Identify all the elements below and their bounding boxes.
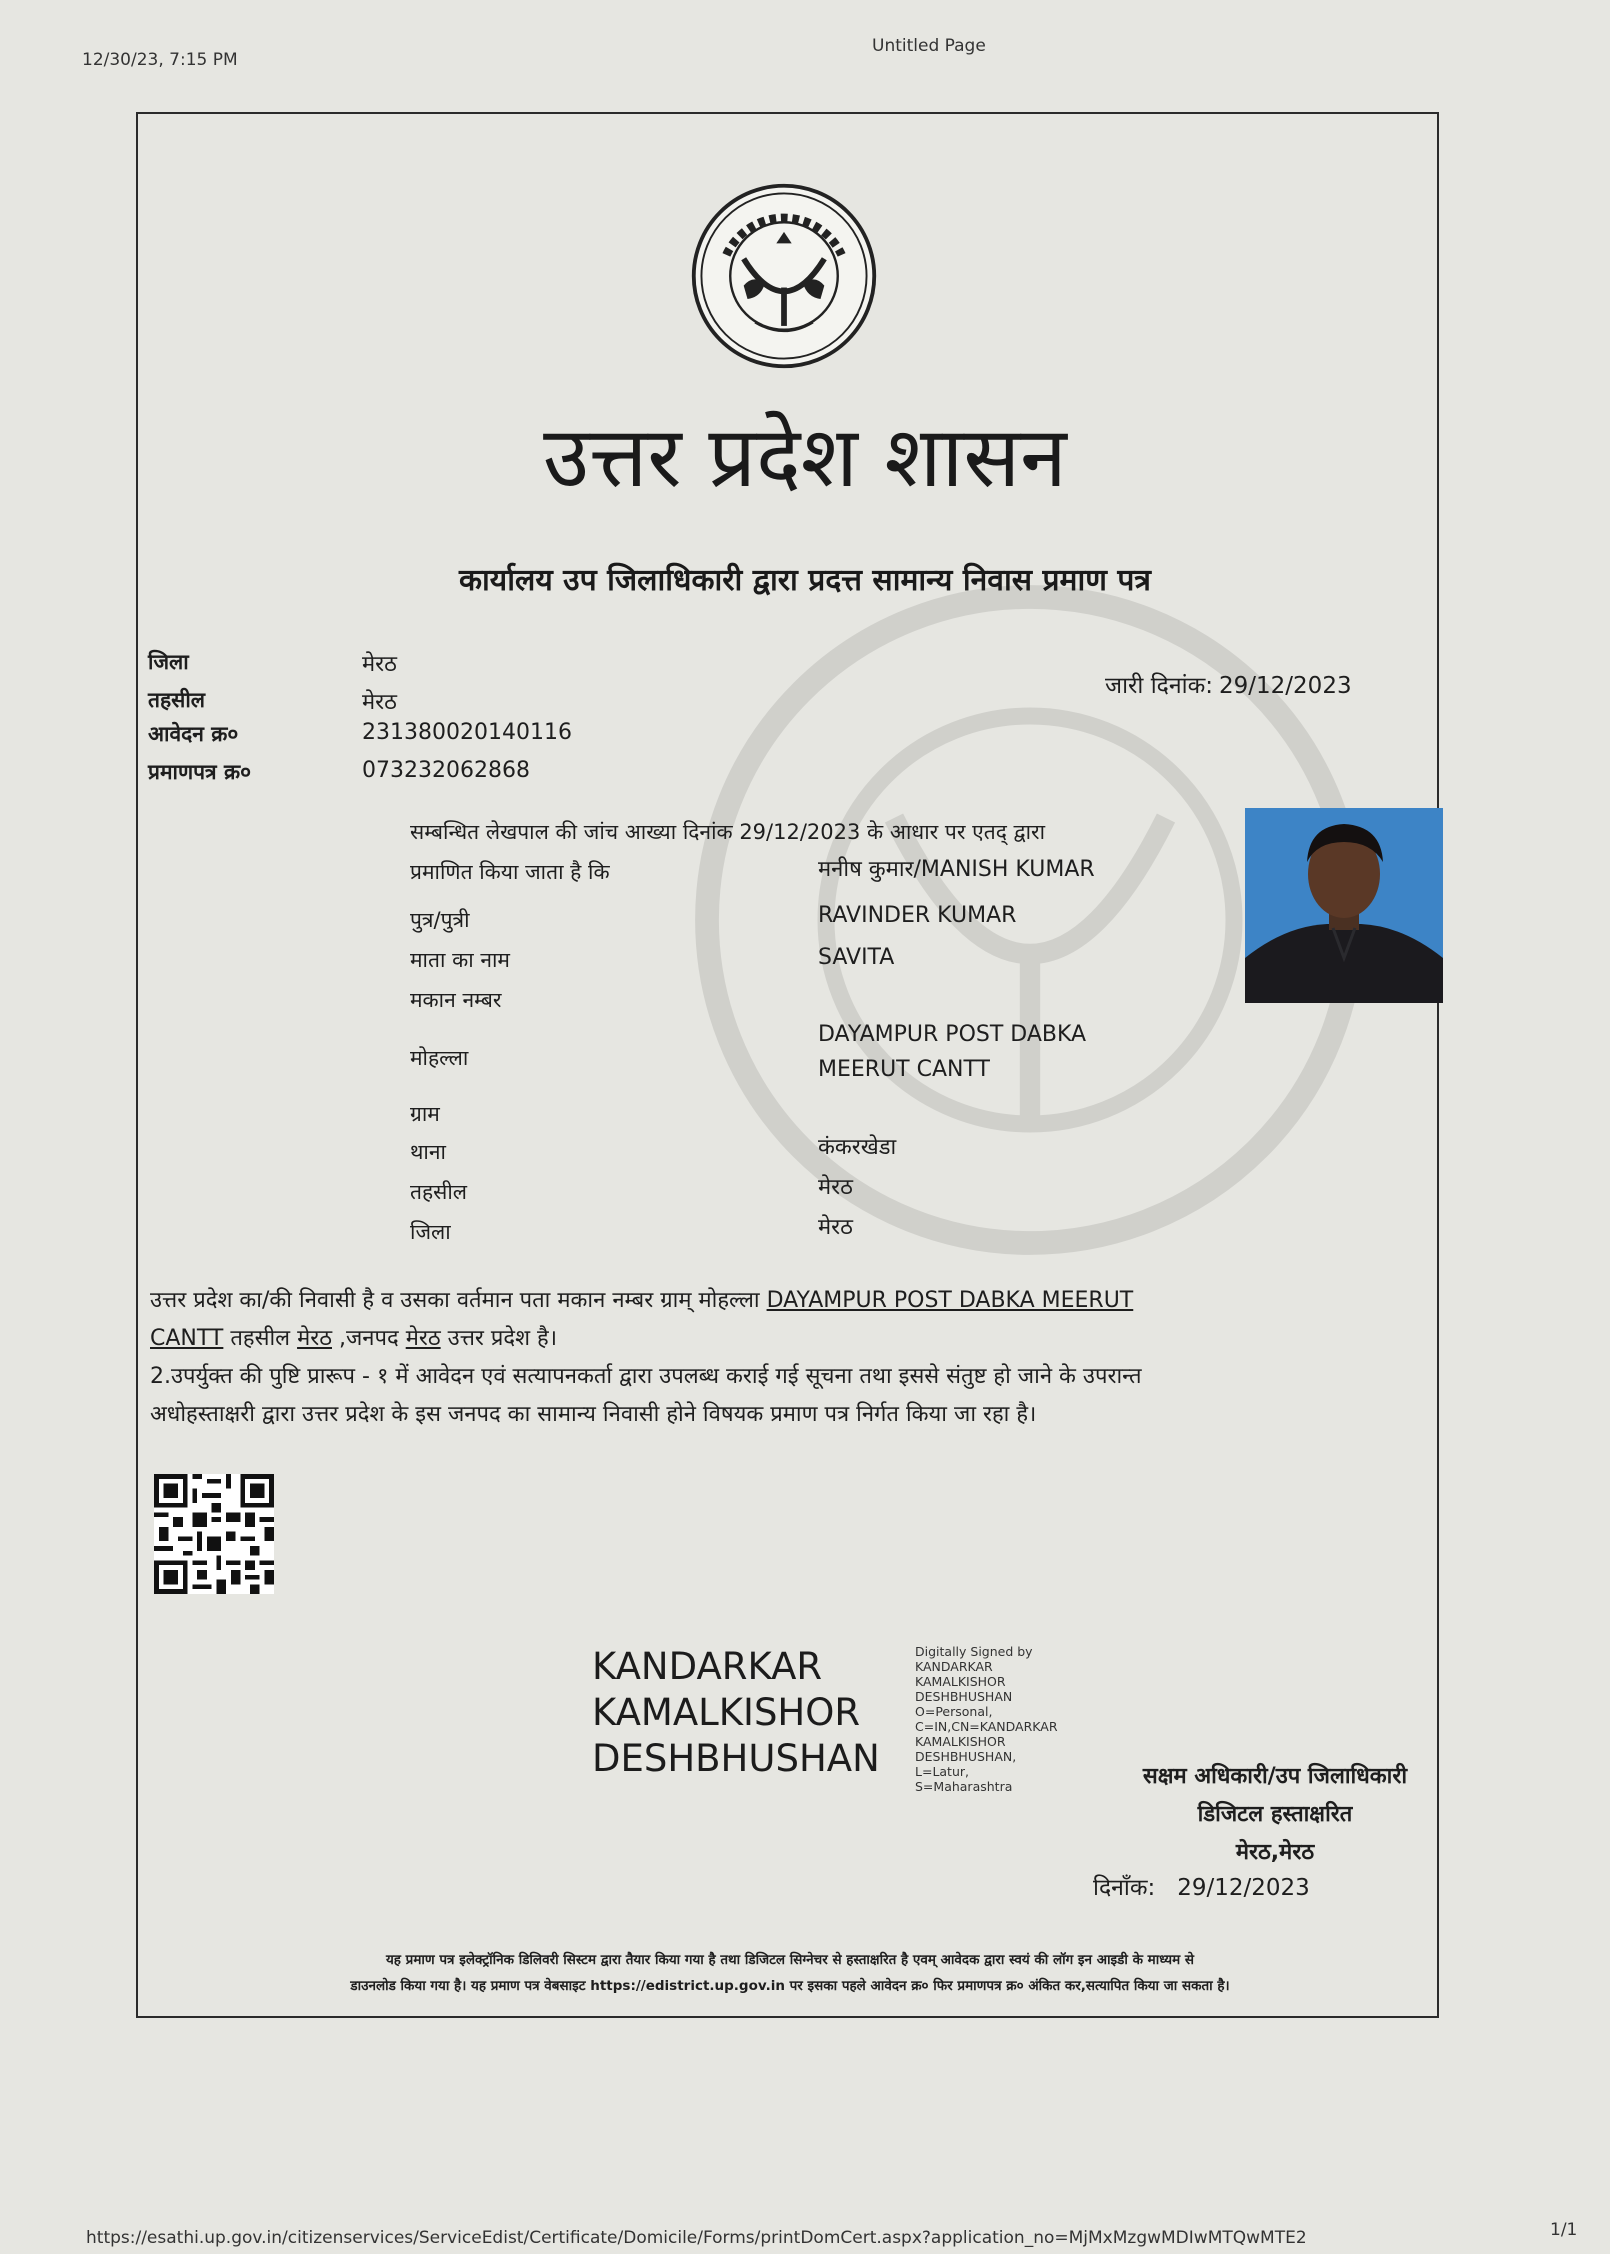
digital-sig-line: C=IN,CN=KANDARKAR <box>915 1719 1058 1734</box>
print-page-title: Untitled Page <box>872 36 986 56</box>
qr-code-icon <box>154 1474 274 1594</box>
digital-sig-line: DESHBHUSHAN <box>915 1689 1013 1704</box>
residence-text-4: उत्तर प्रदेश है। <box>440 1326 558 1351</box>
digital-sig-line: O=Personal, <box>915 1704 993 1719</box>
meta-value-application-no: 231380020140116 <box>362 720 572 745</box>
father-name: RAVINDER KUMAR <box>818 903 1017 928</box>
certificate-title: उत्तर प्रदेश शासन <box>543 408 1067 506</box>
thana-value: कंकरखेडा <box>818 1135 897 1160</box>
digitally-signed-text: डिजिटल हस्ताक्षरित <box>1197 1802 1353 1827</box>
digital-sig-line: S=Maharashtra <box>915 1779 1013 1794</box>
meta-value-district: मेरठ <box>362 652 397 677</box>
residence-text-3: ,जनपद <box>332 1326 406 1351</box>
digital-sig-line: KANDARKAR <box>915 1659 993 1674</box>
certificate-subtitle: कार्यालय उप जिलाधिकारी द्वारा प्रदत्त सामान्य निवास प्रमाण पत्र <box>459 563 1151 598</box>
digital-sig-line: DESHBHUSHAN, <box>915 1749 1017 1764</box>
verification-line-2: अधोहस्ताक्षरी द्वारा उत्तर प्रदेश के इस जनपद का सामान्य निवासी होने विषयक प्रमाण पत्र निर्गत किया जा रहा है। <box>150 1402 1037 1427</box>
district-underlined: मेरठ <box>405 1326 441 1351</box>
up-government-emblem-icon <box>688 180 880 372</box>
intro-text: सम्बन्धित लेखपाल की जांच आख्या दिनांक 29/12/2023 के आधार पर एतद् द्वारा <box>410 820 1046 844</box>
digital-sig-line: L=Latur, <box>915 1764 969 1779</box>
village-label: ग्राम <box>410 1102 440 1126</box>
print-url: https://esathi.up.gov.in/citizenservices/ServiceEdist/Certificate/Domicile/Forms/printDomCert.aspx?application_no=MjMxMzgwMDIwMTQwMTE2 <box>86 2228 1307 2248</box>
signature-date <box>1093 1870 1310 1902</box>
mother-name: SAVITA <box>818 945 895 970</box>
footer-note-line-1: यह प्रमाण पत्र इलेक्ट्रॉनिक डिलिवरी सिस्टम द्वारा तैयार किया गया है तथा डिजिटल सिग्नेचर से हस्ताक्षरित है एवम् आवेदक द्वारा स्वयं की लॉग इन आइडी के माध्यम से <box>385 1952 1195 1968</box>
tehsil-underlined: मेरठ <box>297 1326 332 1351</box>
issue-date-value: 29/12/2023 <box>1219 673 1352 699</box>
signature-date-value: 29/12/2023 <box>1177 1875 1310 1901</box>
signatory-name-line-1: KANDARKAR <box>592 1645 823 1688</box>
applicant-photo <box>1245 808 1443 1003</box>
mohalla-value-line2: MEERUT CANTT <box>818 1057 990 1082</box>
meta-value-tehsil: मेरठ <box>362 690 397 715</box>
footer-note-line-2: डाउनलोड किया गया है। यह प्रमाण पत्र वेबसाइट https://edistrict.up.gov.in पर इसका पहले आवेदन क्र० फिर प्रमाणपत्र क्र० अंकित कर,सत्यापित किया जा सकता है। <box>350 1978 1230 1994</box>
digital-signature-details <box>915 1644 1120 1794</box>
mohalla-value-line1: DAYAMPUR POST DABKA <box>818 1022 1087 1047</box>
tehsil-label: तहसील <box>410 1180 467 1204</box>
mohalla-label: मोहल्ला <box>410 1046 469 1070</box>
digital-sig-line: KAMALKISHOR <box>915 1674 1006 1689</box>
print-datetime: 12/30/23, 7:15 PM <box>82 50 238 70</box>
digital-sig-line: Digitally Signed by <box>915 1644 1033 1659</box>
mother-name-label: माता का नाम <box>410 948 510 972</box>
signing-location: मेरठ,मेरठ <box>1235 1840 1315 1865</box>
meta-label-tehsil: तहसील <box>148 688 205 712</box>
residence-text-2: तहसील <box>223 1326 298 1351</box>
house-number-label: मकान नम्बर <box>410 988 502 1012</box>
verification-line-1: 2.उपर्युक्त की पुष्टि प्रारूप - १ में आवेदन एवं सत्यापनकर्ता द्वारा उपलब्ध कराई गई सूचना तथा इससे संतुष्ट हो जाने के उपरान्त <box>150 1364 1142 1389</box>
issue-date-label: जारी दिनांक: <box>1105 673 1214 699</box>
district-value: मेरठ <box>818 1215 853 1240</box>
digital-sig-line: KAMALKISHOR <box>915 1734 1006 1749</box>
print-page-number: 1/1 <box>1550 2220 1578 2240</box>
signatory-name-line-2: KAMALKISHOR <box>592 1691 861 1734</box>
signatory-name-line-3: DESHBHUSHAN <box>592 1737 880 1780</box>
issue-date <box>1105 668 1352 700</box>
verification-paragraph <box>150 1358 1400 1434</box>
meta-value-certificate-no: 073232062868 <box>362 758 530 783</box>
officer-designation: सक्षम अधिकारी/उप जिलाधिकारी <box>1142 1764 1408 1789</box>
residence-text-1: उत्तर प्रदेश का/की निवासी है व उसका वर्तमान पता मकान नम्बर ग्राम् मोहल्ला <box>150 1288 767 1313</box>
tehsil-value: मेरठ <box>818 1175 853 1200</box>
address-underlined-1: DAYAMPUR POST DABKA MEERUT <box>766 1288 1134 1313</box>
certified-label: प्रमाणित किया जाता है कि <box>410 860 610 884</box>
meta-label-district: जिला <box>148 650 189 674</box>
address-underlined-2: CANTT <box>150 1326 224 1351</box>
meta-label-certificate-no: प्रमाणपत्र क्र० <box>148 760 252 784</box>
district-label: जिला <box>410 1220 451 1244</box>
meta-label-application-no: आवेदन क्र० <box>148 722 239 746</box>
certified-name: मनीष कुमार/MANISH KUMAR <box>818 857 1095 882</box>
son-daughter-label: पुत्र/पुत्री <box>410 908 470 932</box>
signature-date-label: दिनाँक: <box>1093 1875 1156 1901</box>
residence-paragraph <box>150 1282 1400 1358</box>
signatory-name <box>592 1644 880 1782</box>
thana-label: थाना <box>410 1140 446 1164</box>
